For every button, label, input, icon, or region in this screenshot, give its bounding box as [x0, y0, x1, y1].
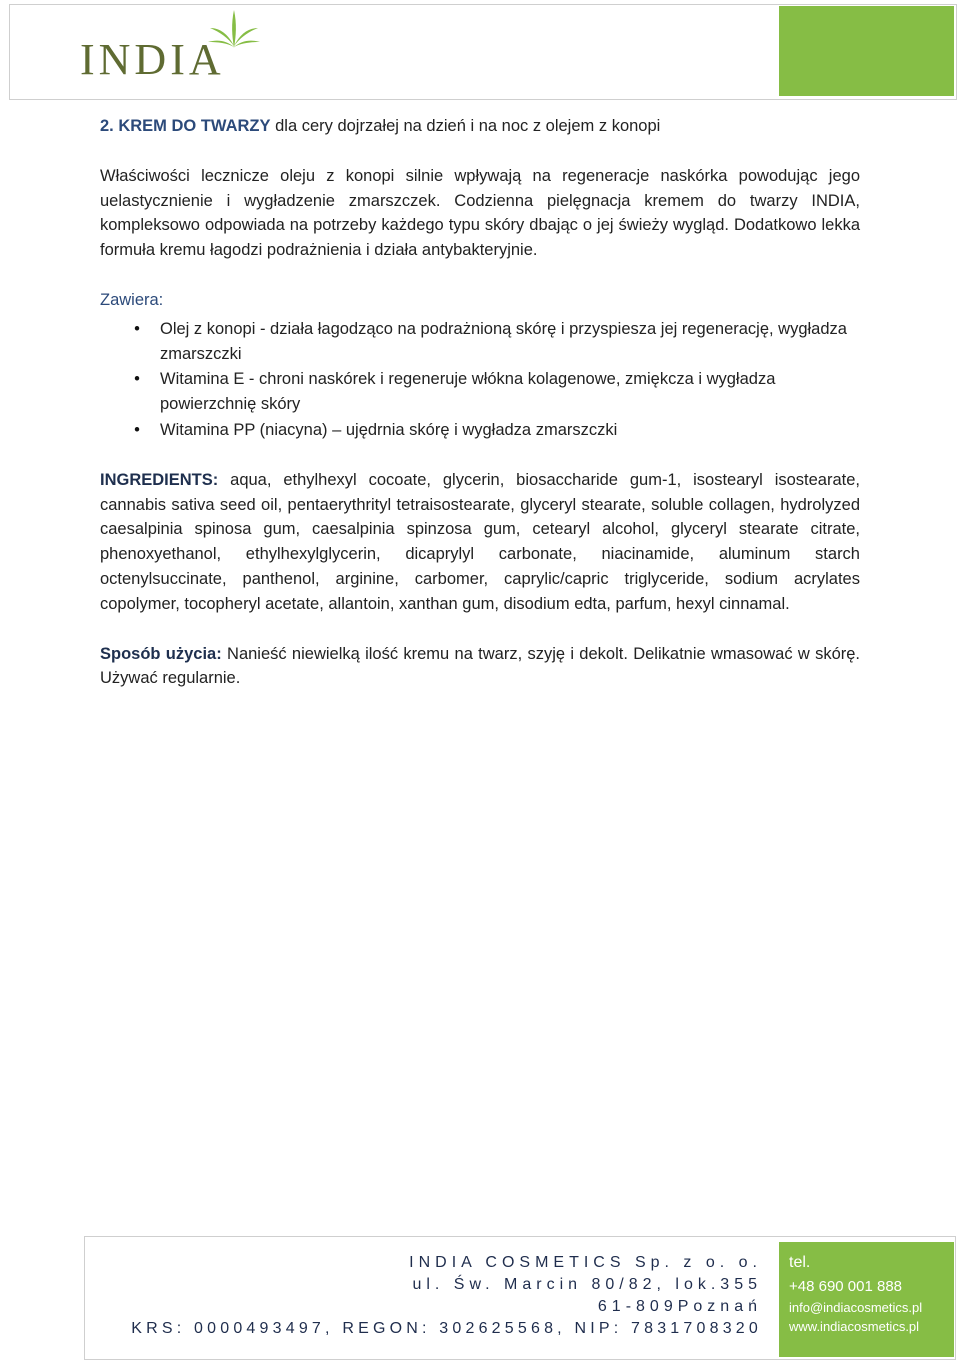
india-logo — [80, 8, 310, 88]
contains-label — [100, 288, 860, 313]
company-registry: KRS: 0000493497, REGON: 302625568, NIP: 7831708320 — [131, 1320, 762, 1337]
ingredients-paragraph — [100, 468, 860, 617]
contact-block — [779, 1242, 954, 1357]
bullet-icon: • — [134, 420, 140, 439]
usage-text: Nanieść niewielką ilość kremu na twarz, szyję i dekolt. Delikatnie wmasować w skórę. Używać regularnie. — [100, 644, 860, 688]
product-heading — [100, 114, 860, 139]
company-street: ul. Św. Marcin 80/82, lok.355 — [412, 1276, 762, 1293]
website-link[interactable]: www.indiacosmetics.pl — [789, 1319, 920, 1334]
contains-label-text: Zawiera: — [100, 290, 164, 309]
list-item — [100, 317, 860, 367]
bullet-icon: • — [134, 319, 140, 338]
product-heading-title: 2. KREM DO TWARZY — [100, 117, 271, 135]
list-item-text: Witamina PP (niacyna) – ujędrnia skórę i wygładza zmarszczki — [160, 420, 618, 439]
header-green-block — [779, 6, 954, 96]
list-item-text: Witamina E - chroni naskórek i regeneruje włókna kolagenowe, zmiękcza i wygładza powierzchnię skóry — [160, 370, 776, 414]
usage-label: Sposób użycia: — [100, 644, 222, 663]
phone-number[interactable]: +48 690 001 888 — [789, 1278, 903, 1295]
ingredients-text: aqua, ethylhexyl cocoate, glycerin, biosaccharide gum-1, isostearyl isostearate, cannabis sativa seed oil, pentaerythrityl tetraisostearate, glyceryl stearate, soluble collagen, hydrolyzed caesalpinia spinosa gum, caesalpinia spinzosa gum, cetearyl alcohol, glyceryl stearate citrate, phenoxyethanol, ethylhexylglycerin, dicaprylyl carbonate, niacinamide, aluminum starch octenylsuccinate, panthenol, arginine, carbomer, caprylic/capric triglyceride, sodium acrylates copolymer, tocopheryl acetate, allantoin, xanthan gum, disodium edta, parfum, hexyl cinnamal. — [100, 470, 860, 613]
product-description — [100, 114, 860, 691]
contains-list — [100, 317, 860, 443]
ingredients-label: INGREDIENTS: — [100, 470, 219, 489]
list-item-text: Olej z konopi - działa łagodząco na podrażnioną skórę i przyspiesza jej regenerację, wygładza zmarszczki — [160, 319, 847, 363]
bullet-icon: • — [134, 370, 140, 389]
intro-paragraph: Właściwości lecznicze oleju z konopi silnie wpływają na regeneracje naskórka powodując jego uelastycznienie i wygładzenie zmarszczek. Codzienna pielęgnacja kremem do twarzy INDIA, kompleksowo odpowiada na potrzeby każdego typu skóry dbając o jej świeży wygląd. Dodatkowo lekka formuła kremu łagodzi podrażnienia i działa antybakteryjnie. — [100, 166, 860, 260]
logo-wordmark: INDIA — [80, 35, 225, 84]
product-heading-subtitle: dla cery dojrzałej na dzień i na noc z olejem z konopi — [270, 117, 661, 135]
company-city: 61-809Poznań — [597, 1298, 762, 1315]
list-item — [100, 367, 860, 417]
list-item — [100, 418, 860, 443]
usage-paragraph — [100, 642, 860, 692]
company-address — [62, 1252, 762, 1340]
company-name: INDIA COSMETICS Sp. z o. o. — [409, 1254, 762, 1271]
tel-label: tel. — [789, 1254, 811, 1271]
email-link[interactable]: info@indiacosmetics.pl — [789, 1300, 923, 1315]
